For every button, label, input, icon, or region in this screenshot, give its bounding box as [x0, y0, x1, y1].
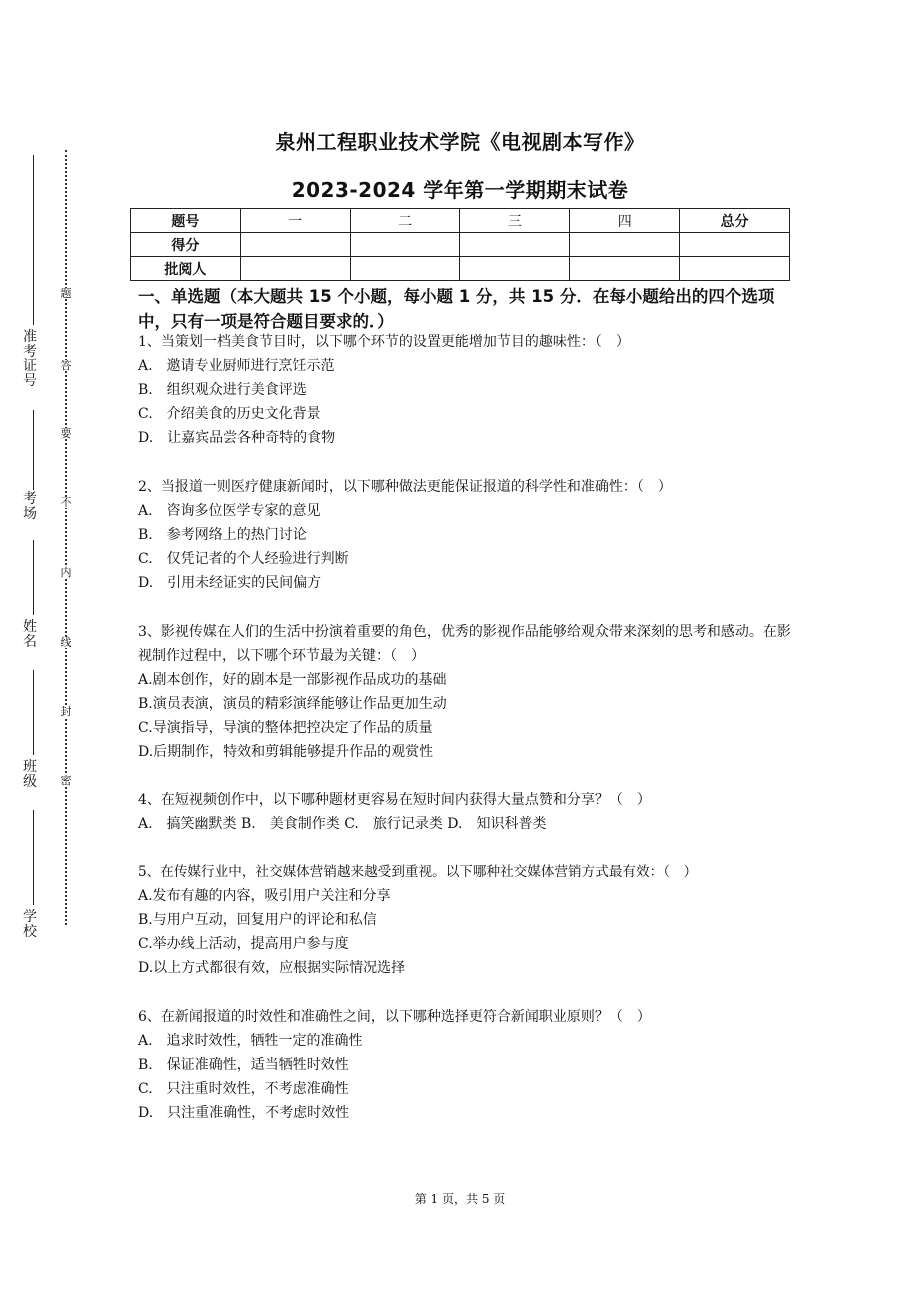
grader-cell [240, 257, 350, 281]
field-line-school [33, 810, 34, 905]
grader-cell [570, 257, 680, 281]
name-label: 姓名 [23, 619, 37, 650]
question-option: B. 组织观众进行美食评选 [138, 382, 307, 398]
question-2 [138, 475, 798, 595]
field-line-exam-room [33, 410, 34, 490]
question-option: D.以上方式都很有效，应根据实际情况选择 [138, 960, 406, 976]
section-heading: 一、单选题（本大题共 15 个小题，每小题 1 分，共 15 分．在每小题给出的四个选项中，只有一项是符合题目要求的．） [138, 287, 775, 331]
exam-title: 泉州工程职业技术学院《电视剧本写作》 [275, 130, 645, 154]
question-option: C. 介绍美食的历史文化背景 [138, 406, 321, 422]
exam-id-label: 准考证号 [23, 329, 37, 390]
score-header-cell: 总分 [680, 209, 790, 233]
question-6 [138, 1005, 798, 1125]
question-option: A.剧本创作，好的剧本是一部影视作品成功的基础 [138, 672, 447, 688]
question-stem: 2、当报道一则医疗健康新闻时，以下哪种做法更能保证报道的科学性和准确性：（ ） [138, 479, 672, 495]
seal-char: 线 [60, 636, 72, 649]
class-label: 班级 [23, 759, 37, 790]
question-option: B.与用户互动，回复用户的评论和私信 [138, 912, 377, 928]
question-option: C.导演指导，导演的整体把控决定了作品的质量 [138, 720, 433, 736]
question-option: C.举办线上活动，提高用户参与度 [138, 936, 349, 952]
question-option: B. 参考网络上的热门讨论 [138, 527, 307, 543]
question-option: B. 保证准确性，适当牺牲时效性 [138, 1057, 349, 1073]
question-option: A. 搞笑幽默类 B. 美食制作类 C. 旅行记录类 D. 知识科普类 [138, 816, 547, 832]
question-3 [138, 620, 798, 764]
question-option: C. 只注重时效性，不考虑准确性 [138, 1081, 349, 1097]
grader-cell [680, 257, 790, 281]
field-line-class [33, 670, 34, 755]
question-option: D.后期制作，特效和剪辑能够提升作品的观赏性 [138, 744, 434, 760]
exam-room-label: 考场 [23, 491, 37, 522]
question-5 [138, 860, 798, 980]
grader-cell [460, 257, 570, 281]
question-stem: 5、在传媒行业中，社交媒体营销越来越受到重视。以下哪种社交媒体营销方式最有效：（ ） [138, 864, 698, 880]
seal-char: 封 [60, 705, 72, 718]
score-header-cell: 三 [460, 209, 570, 233]
seal-char: 题 [60, 287, 72, 300]
score-header-cell: 四 [570, 209, 680, 233]
page-number: 第 1 页，共 5 页 [414, 1192, 506, 1206]
grader-row [131, 257, 790, 281]
question-4 [138, 788, 798, 836]
question-stem: 4、在短视频创作中，以下哪种题材更容易在短时间内获得大量点赞和分享？（ ） [138, 792, 651, 808]
score-table [130, 208, 790, 281]
seal-char: 密 [60, 774, 72, 787]
question-option: B.演员表演，演员的精彩演绎能够让作品更加生动 [138, 696, 447, 712]
exam-subtitle: 2023-2024 学年第一学期期末试卷 [291, 178, 629, 202]
score-header-cell: 一 [240, 209, 350, 233]
grader-cell [350, 257, 460, 281]
question-option: D. 让嘉宾品尝各种奇特的食物 [138, 430, 336, 446]
seal-dotted-line [65, 150, 67, 925]
question-stem: 3、影视传媒在人们的生活中扮演着重要的角色，优秀的影视作品能够给观众带来深刻的思考和感动。在影视制作过程中，以下哪个环节最为关键：（ ） [138, 624, 791, 664]
seal-char: 内 [60, 566, 72, 579]
field-line-name [33, 540, 34, 615]
score-row-label: 得分 [131, 233, 241, 257]
score-cell [350, 233, 460, 257]
question-option: A. 邀请专业厨师进行烹饪示范 [138, 358, 335, 374]
score-cell [240, 233, 350, 257]
question-option: A. 咨询多位医学专家的意见 [138, 503, 321, 519]
school-label: 学校 [23, 909, 37, 940]
score-cell [570, 233, 680, 257]
grader-row-label: 批阅人 [131, 257, 241, 281]
seal-char: 不 [60, 496, 72, 509]
question-1 [138, 330, 798, 450]
question-option: D. 引用未经证实的民间偏方 [138, 575, 322, 591]
score-row [131, 233, 790, 257]
score-cell [680, 233, 790, 257]
question-option: A.发布有趣的内容，吸引用户关注和分享 [138, 888, 391, 904]
seal-char: 要 [60, 427, 72, 440]
score-table-header-row [131, 209, 790, 233]
seal-char: 答 [60, 359, 72, 372]
score-cell [460, 233, 570, 257]
score-header-cell: 二 [350, 209, 460, 233]
question-option: D. 只注重准确性，不考虑时效性 [138, 1105, 350, 1121]
question-stem: 1、当策划一档美食节目时，以下哪个环节的设置更能增加节目的趣味性：（ ） [138, 334, 630, 350]
question-option: A. 追求时效性，牺牲一定的准确性 [138, 1033, 363, 1049]
question-option: C. 仅凭记者的个人经验进行判断 [138, 551, 349, 567]
question-stem: 6、在新闻报道的时效性和准确性之间，以下哪种选择更符合新闻职业原则？（ ） [138, 1009, 651, 1025]
score-header-cell: 题号 [131, 209, 241, 233]
